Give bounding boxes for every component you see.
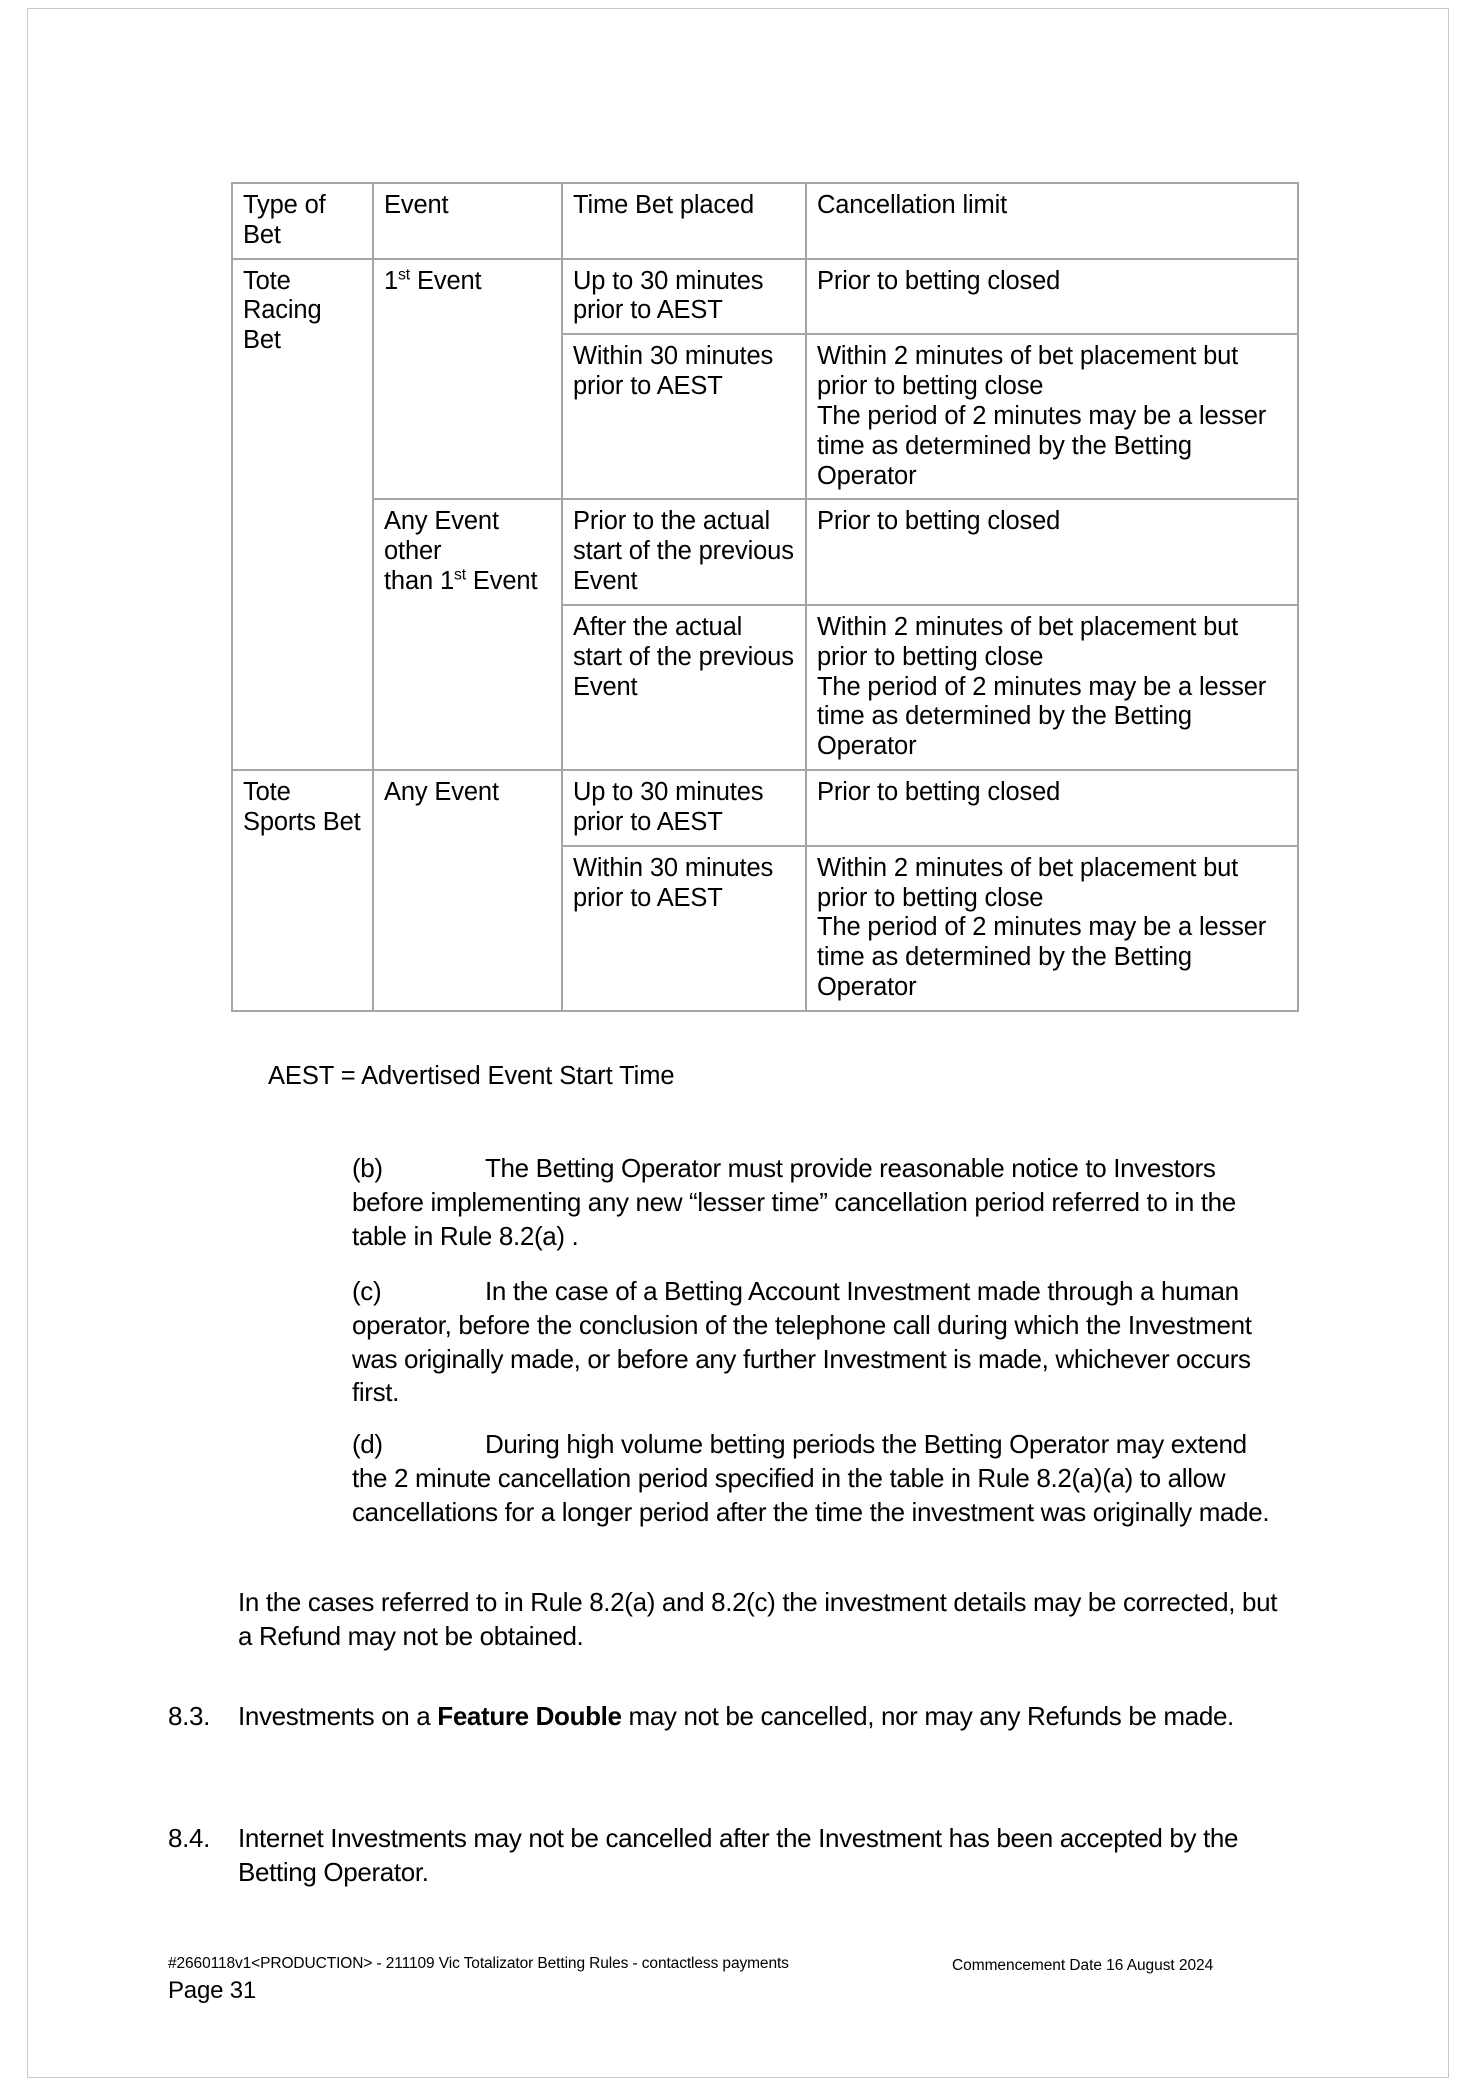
event-ordinal-suffix: st [454,566,466,584]
cancellation-line-2: The period of 2 minutes may be a lesser time as determined by the Betting Operator [817,672,1274,761]
rule-8-3-text-after: may not be cancelled, nor may any Refunds be made. [621,1701,1234,1731]
cell-cancellation-within-2-minutes [806,334,1298,499]
table-row [232,259,1298,335]
footer-commencement-date: Commencement Date 16 August 2024 [952,1957,1214,1974]
cell-time-up-to-30-minutes: Up to 30 minutes prior to AEST [562,770,806,846]
footer-document-reference: #2660118v1<PRODUCTION> - 211109 Vic Totalizator Betting Rules - contactless payments [168,1955,789,1972]
cell-cancellation-within-2-minutes [806,605,1298,770]
cell-cancellation-prior-to-betting-closed: Prior to betting closed [806,259,1298,335]
rule-8-4-text: Internet Investments may not be cancelled after the Investment has been accepted by the Betting Operator. [238,1823,1239,1887]
cell-cancellation-prior-to-betting-closed: Prior to betting closed [806,499,1298,604]
rule-8-4 [168,1822,1298,1890]
cell-event-any-event-other [373,499,562,770]
table-legend-aest: AEST = Advertised Event Start Time [268,1062,675,1090]
event-ordinal-suffix: st [398,266,411,284]
rule-8-3-number: 8.3. [168,1701,210,1731]
paragraph-d [352,1428,1287,1529]
rule-8-3-emphasis: Feature Double [437,1701,622,1731]
footer-page-number: Page 31 [168,1977,257,2004]
cancellation-limits-table [231,182,1299,1012]
cell-event-first-event [373,259,562,500]
table-header-type-of-bet: Type of Bet [232,183,373,259]
table-header-event: Event [373,183,562,259]
event-label: Event [410,266,482,295]
cancellation-line-2: The period of 2 minutes may be a lesser time as determined by the Betting Operator [817,401,1274,490]
paragraph-d-text: During high volume betting periods the Betting Operator may extend the 2 minute cancellation period specified in the table in Rule 8.2(a)(a) to allow cancellations for a longer period after the time the investment was originally made. [352,1429,1270,1527]
paragraph-d-marker: (d) [352,1429,383,1459]
cell-time-within-30-minutes: Within 30 minutes prior to AEST [562,846,806,1011]
paragraph-c-text: In the case of a Betting Account Investment made through a human operator, before the conclusion of the telephone call during which the Investment was originally made, or before any further Investment is made, whichever occurs first. [352,1276,1252,1408]
table-header-row [232,183,1298,259]
table-row [232,770,1298,846]
cancellation-line-2: The period of 2 minutes may be a lesser time as determined by the Betting Operator [817,913,1274,1002]
paragraph-c-marker: (c) [352,1276,382,1306]
paragraph-cases-referred: In the cases referred to in Rule 8.2(a) and 8.2(c) the investment details may be corrected, but a Refund may not be obtained. [238,1587,1278,1651]
event-line-1: Any Event other [384,507,506,566]
rule-8-3-body [238,1700,1298,1734]
table-header-time-bet-placed: Time Bet placed [562,183,806,259]
event-label: Event [466,567,538,596]
rule-8-3-text-before: Investments on a [238,1701,438,1731]
cancellation-line-1: Within 2 minutes of bet placement but prior to betting close [817,853,1246,912]
paragraph-c [352,1275,1287,1410]
event-ordinal-number: than 1 [384,567,454,596]
cell-cancellation-within-2-minutes [806,846,1298,1011]
paragraph-b [352,1152,1287,1253]
event-ordinal-number: 1 [384,266,399,295]
cell-event-any-event: Any Event [373,770,562,1011]
cell-cancellation-prior-to-betting-closed: Prior to betting closed [806,770,1298,846]
cell-type-tote-sports-bet: Tote Sports Bet [232,770,373,1011]
cell-time-after-actual-start: After the actual start of the previous Event [562,605,806,770]
cell-time-prior-to-actual-start: Prior to the actual start of the previous Event [562,499,806,604]
cancellation-line-1: Within 2 minutes of bet placement but prior to betting close [817,342,1246,401]
cancellation-line-1: Within 2 minutes of bet placement but prior to betting close [817,612,1246,671]
rule-8-3 [168,1700,1298,1734]
table-header-cancellation-limit: Cancellation limit [806,183,1298,259]
cell-time-within-30-minutes: Within 30 minutes prior to AEST [562,334,806,499]
cell-time-up-to-30-minutes: Up to 30 minutes prior to AEST [562,259,806,335]
cell-type-tote-racing-bet: Tote Racing Bet [232,259,373,770]
table-row [232,499,1298,604]
paragraph-b-marker: (b) [352,1153,383,1183]
paragraph-b-text: The Betting Operator must provide reasonable notice to Investors before implementing any new “lesser time” cancellation period referred to in the table in Rule 8.2(a) . [352,1153,1236,1251]
rule-8-4-number: 8.4. [168,1823,210,1853]
